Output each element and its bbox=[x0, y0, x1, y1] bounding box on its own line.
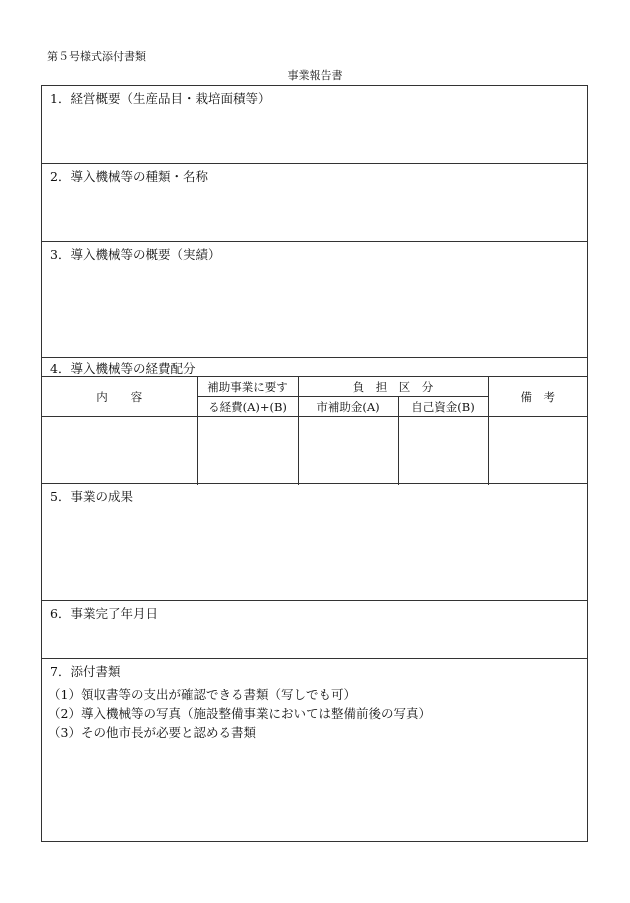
header-cost-line2: る経費(A)+(B) bbox=[197, 397, 298, 417]
section-title-equipment-summary: 3．導入機械等の概要（実績） bbox=[50, 247, 221, 262]
header-burden: 負 担 区 分 bbox=[298, 377, 488, 397]
section-title-equipment-type: 2．導入機械等の種類・名称 bbox=[50, 169, 208, 184]
header-self-funds: 自己資金(B) bbox=[398, 397, 488, 417]
report-form bbox=[41, 85, 588, 842]
section-cost-allocation bbox=[42, 358, 587, 484]
section-title-cost-allocation: 4．導入機械等の経費配分 bbox=[50, 361, 196, 376]
section-title-attachments: 7．添付書類 bbox=[50, 664, 121, 679]
header-cost-line1: 補助事業に要す bbox=[197, 377, 298, 397]
cell-remarks[interactable] bbox=[488, 417, 587, 485]
document-title: 事業報告書 bbox=[287, 69, 343, 82]
section-title-business-overview: 1．経営概要（生産品目・栽培面積等） bbox=[50, 91, 271, 106]
cell-self-funds[interactable] bbox=[398, 417, 488, 485]
section-title-results: 5．事業の成果 bbox=[50, 489, 133, 504]
attachment-list bbox=[48, 685, 431, 742]
header-remarks: 備 考 bbox=[488, 377, 587, 417]
section-completion-date[interactable] bbox=[42, 601, 587, 659]
header-content: 内 容 bbox=[42, 377, 197, 417]
section-attachments bbox=[42, 659, 587, 841]
section-equipment-type[interactable] bbox=[42, 164, 587, 242]
attachment-item: （3）その他市長が必要と認める書類 bbox=[48, 725, 256, 740]
section-equipment-summary[interactable] bbox=[42, 242, 587, 358]
cell-city-subsidy[interactable] bbox=[298, 417, 398, 485]
section-title-completion-date: 6．事業完了年月日 bbox=[50, 606, 158, 621]
form-number-label: 第５号様式添付書類 bbox=[47, 50, 146, 63]
section-results[interactable] bbox=[42, 484, 587, 601]
attachment-item: （1）領収書等の支出が確認できる書類（写しでも可） bbox=[48, 687, 356, 702]
cell-cost[interactable] bbox=[197, 417, 298, 485]
attachment-item: （2）導入機械等の写真（施設整備事業においては整備前後の写真） bbox=[48, 706, 431, 721]
cell-content[interactable] bbox=[42, 417, 197, 485]
cost-allocation-table bbox=[42, 376, 587, 485]
header-city-subsidy: 市補助金(A) bbox=[298, 397, 398, 417]
section-business-overview[interactable] bbox=[42, 86, 587, 164]
